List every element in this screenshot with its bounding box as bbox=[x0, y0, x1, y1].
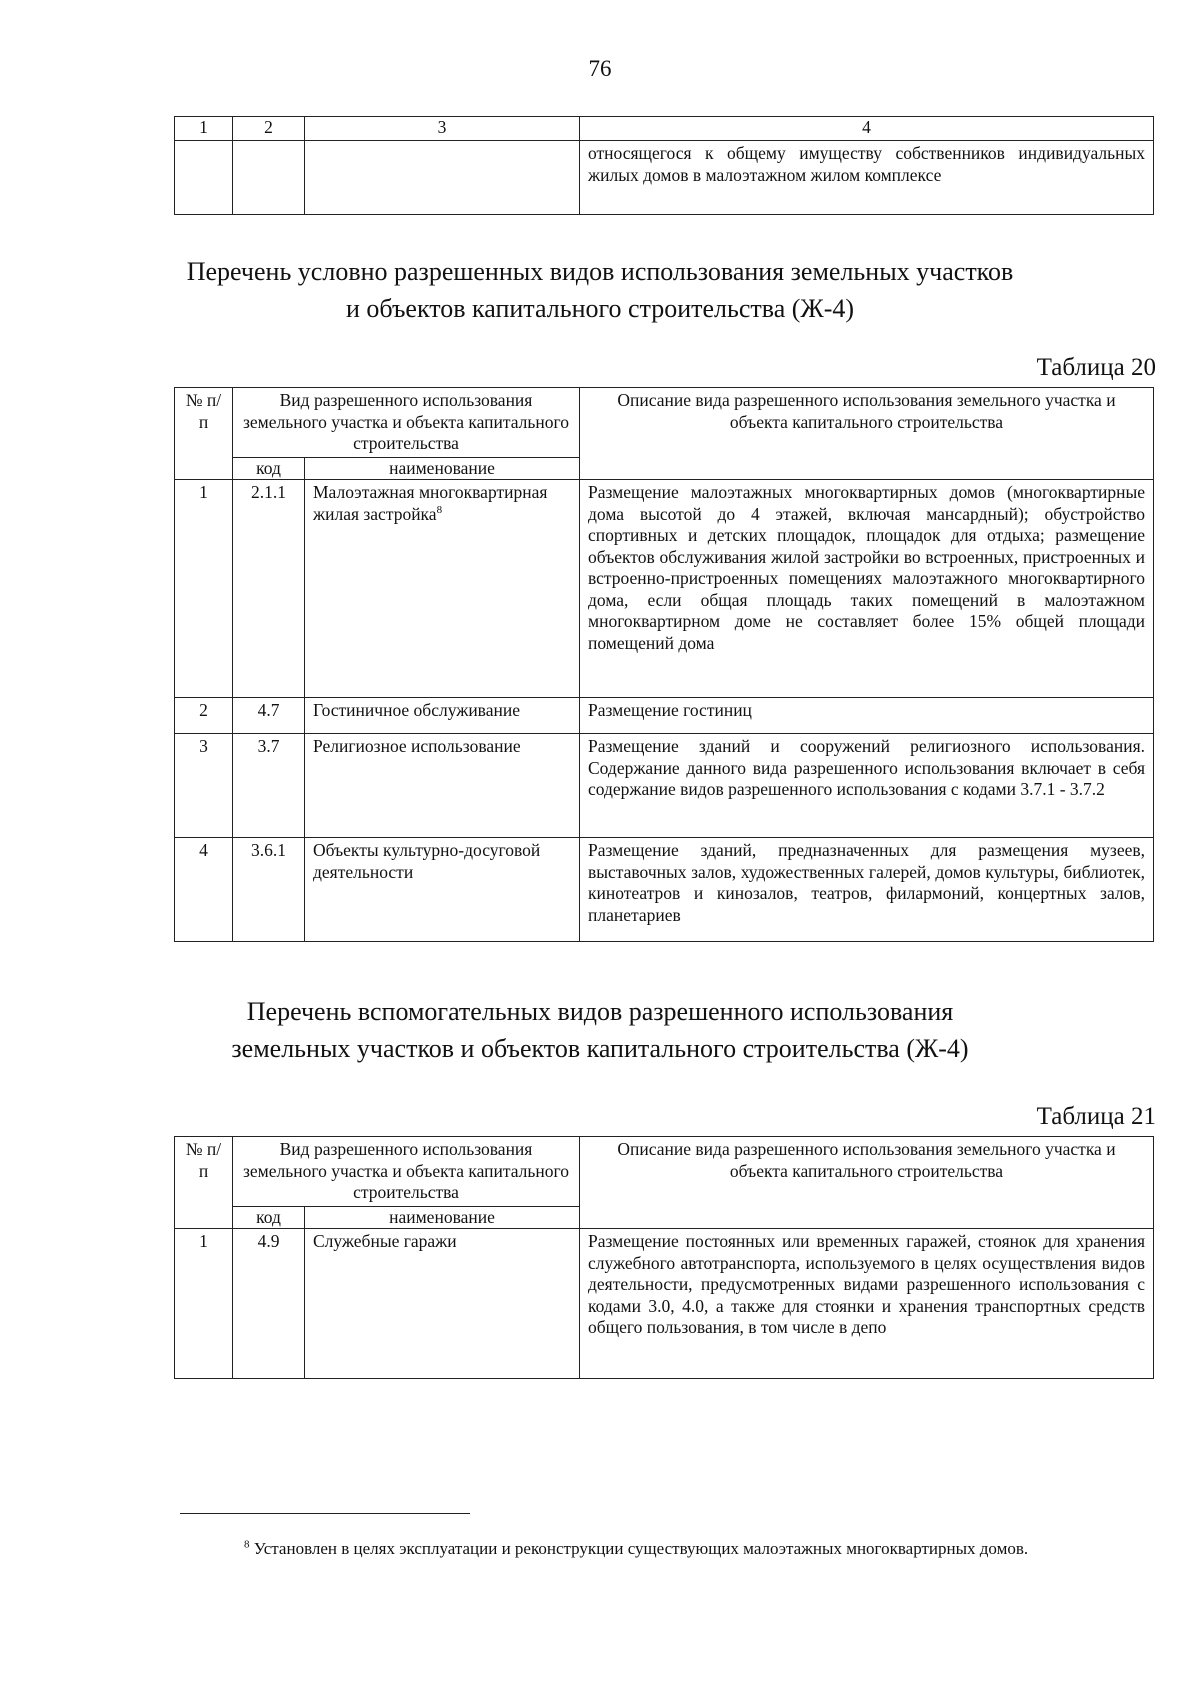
col-header: 1 bbox=[175, 117, 233, 141]
header-num: № п/п bbox=[175, 388, 233, 480]
table-caption: Таблица 21 bbox=[1036, 1103, 1156, 1130]
row-desc: Размещение малоэтажных многоквартирных домов (многоквартирные дома высотой до 4 этажей, включая мансардный); обустройство спортивных и детских площадок, площадок для отдыха; размещение объектов обслуживания жилой застройки во встроенных, пристроенных и встроенно-пристроенных помещениях малоэтажного многоквартирного дома, если общая площадь таких помещений в малоэтажном многоквартирном доме не составляет более 15% общей площади помещений дома bbox=[580, 480, 1154, 698]
row-name: Служебные гаражи bbox=[305, 1229, 580, 1379]
continuation-table bbox=[174, 116, 1154, 215]
row-code: 4.7 bbox=[233, 698, 305, 734]
header-vid: Вид разрешенного использования земельного участка и объекта капитального строительства bbox=[233, 388, 580, 458]
row-num: 4 bbox=[175, 838, 233, 942]
row-desc: относящегося к общему имуществу собственников индивидуальных жилых домов в малоэтажном жилом комплексе bbox=[580, 141, 1154, 215]
table-21 bbox=[174, 1136, 1154, 1379]
row-desc: Размещение гостиниц bbox=[580, 698, 1154, 734]
row-num: 1 bbox=[175, 1229, 233, 1379]
row-name bbox=[305, 141, 580, 215]
header-desc: Описание вида разрешенного использования земельного участка и объекта капитального строительства bbox=[580, 388, 1154, 480]
row-name: Гостиничное обслуживание bbox=[305, 698, 580, 734]
row-num bbox=[175, 141, 233, 215]
row-name: Малоэтажная многоквартирная жилая застройка$^8$ bbox=[305, 480, 580, 698]
table-20 bbox=[174, 387, 1154, 942]
header-desc: Описание вида разрешенного использования земельного участка и объекта капитального строительства bbox=[580, 1137, 1154, 1229]
row-desc: Размещение постоянных или временных гаражей, стоянок для хранения служебного автотранспорта, используемого в целях осуществления видов деятельности, предусмотренных видами разрешенного использования с кодами 3.0, 4.0, а также для стоянки и хранения транспортных средств общего пользования, в том числе в депо bbox=[580, 1229, 1154, 1379]
header-name: наименование bbox=[305, 457, 580, 480]
row-num: 2 bbox=[175, 698, 233, 734]
col-header: 3 bbox=[305, 117, 580, 141]
row-code: 2.1.1 bbox=[233, 480, 305, 698]
row-name: Объекты культурно-досуговой деятельности bbox=[305, 838, 580, 942]
col-header: 2 bbox=[233, 117, 305, 141]
section-title: Перечень условно разрешенных видов использования земельных участков и объектов капитального строительства (Ж-4) bbox=[186, 257, 1014, 323]
row-name: Религиозное использование bbox=[305, 734, 580, 838]
header-code: код bbox=[233, 457, 305, 480]
row-code: 3.6.1 bbox=[233, 838, 305, 942]
row-num: 1 bbox=[175, 480, 233, 698]
row-num: 3 bbox=[175, 734, 233, 838]
header-vid: Вид разрешенного использования земельного участка и объекта капитального строительства bbox=[233, 1137, 580, 1207]
row-desc: Размещение зданий и сооружений религиозного использования. Содержание данного вида разрешенного использования включает в себя содержание видов разрешенного использования с кодами 3.7.1 - 3.7.2 bbox=[580, 734, 1154, 838]
header-code: код bbox=[233, 1206, 305, 1229]
row-code bbox=[233, 141, 305, 215]
section-title: Перечень вспомогательных видов разрешенного использования земельных участков и объектов капитального строительства (Ж-4) bbox=[231, 997, 969, 1063]
footnote-separator bbox=[180, 1513, 470, 1514]
header-num: № п/п bbox=[175, 1137, 233, 1229]
row-code: 4.9 bbox=[233, 1229, 305, 1379]
footnote-ref: 8 bbox=[436, 503, 443, 516]
header-name: наименование bbox=[305, 1206, 580, 1229]
footnote: $^8$ Установлен в целях эксплуатации и реконструкции существующих малоэтажных многоквартирных домов. bbox=[244, 1538, 1029, 1558]
row-desc: Размещение зданий, предназначенных для размещения музеев, выставочных залов, художественных галерей, домов культуры, библиотек, кинотеатров и кинозалов, театров, филармоний, концертных залов, планетариев bbox=[580, 838, 1154, 942]
page-number: 76 bbox=[588, 56, 612, 81]
row-code: 3.7 bbox=[233, 734, 305, 838]
table-caption: Таблица 20 bbox=[1036, 354, 1156, 381]
col-header: 4 bbox=[580, 117, 1154, 141]
